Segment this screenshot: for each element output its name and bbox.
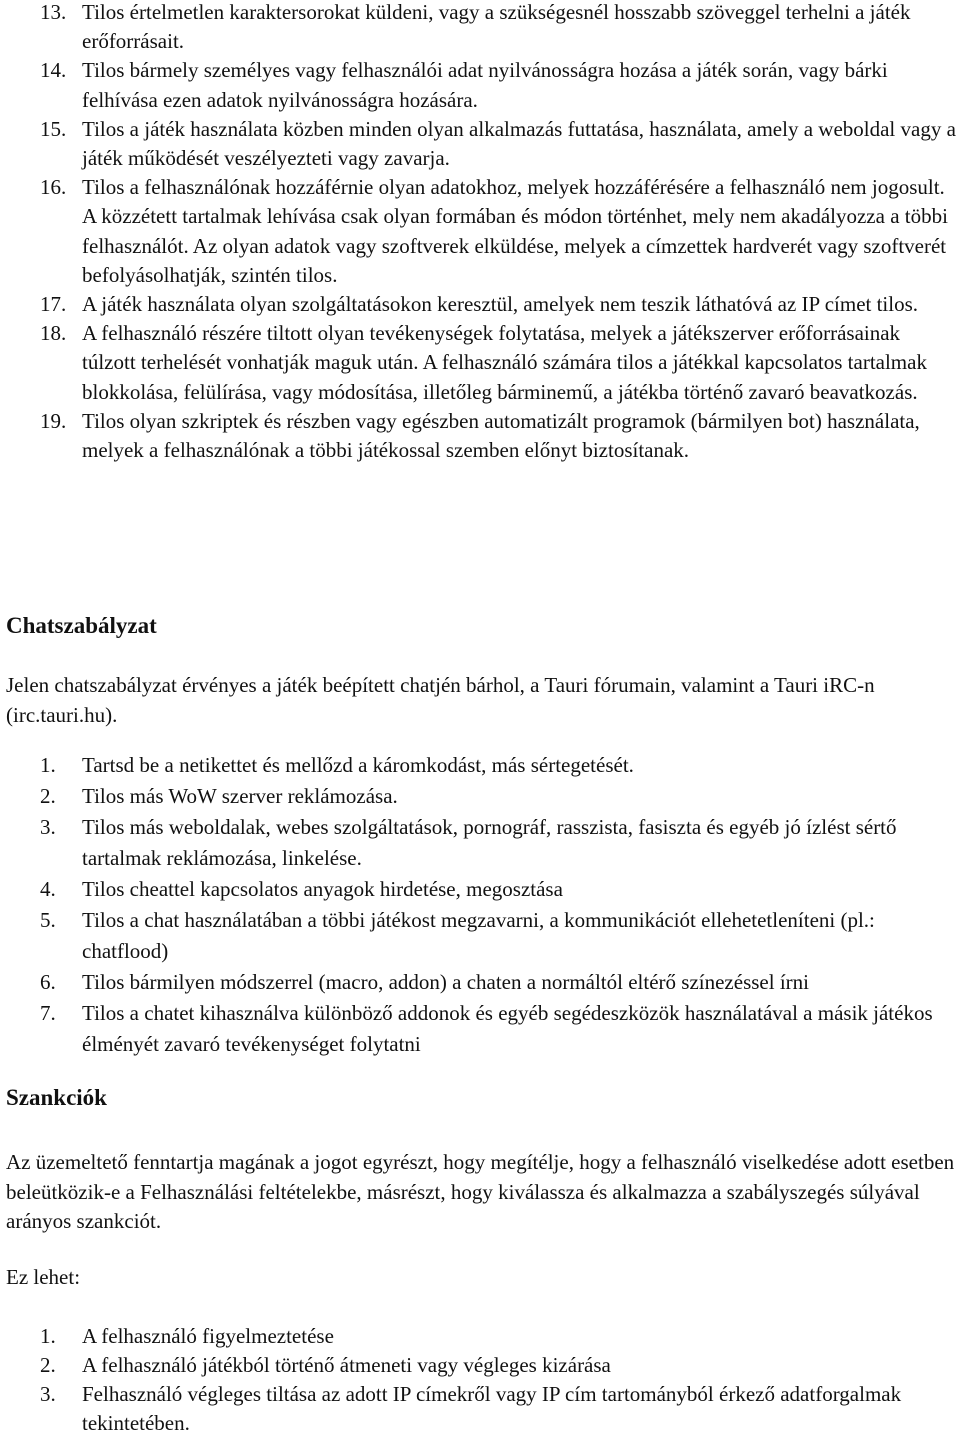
list-number: 1. bbox=[40, 1324, 56, 1348]
list-item bbox=[0, 1351, 960, 1380]
list-number: 19. bbox=[40, 408, 67, 433]
list-item bbox=[0, 0, 960, 56]
list-number: 18. bbox=[40, 321, 67, 346]
list-number: 2. bbox=[40, 784, 56, 808]
chat-rules-list bbox=[0, 750, 960, 1060]
list-number: 2. bbox=[40, 1353, 56, 1377]
sanctions-can-be-label: Ez lehet: bbox=[6, 1265, 81, 1289]
list-number: 3. bbox=[40, 1382, 56, 1406]
list-text: Tilos cheattel kapcsolatos anyagok hirdetése, megosztása bbox=[82, 877, 563, 901]
list-number: 15. bbox=[40, 116, 67, 141]
list-number: 4. bbox=[40, 877, 56, 901]
list-number: 6. bbox=[40, 970, 56, 994]
rules-list-continued bbox=[0, 0, 960, 465]
list-item bbox=[0, 290, 960, 319]
list-text: Tilos olyan szkriptek és részben vagy egészben automatizált programok (bármilyen bot) használata, melyek a felhasználónak a többi játékossal szemben előnyt biztosítanak. bbox=[82, 408, 920, 463]
list-item bbox=[0, 998, 960, 1060]
list-text: Tilos értelmetlen karaktersorokat küldeni, vagy a szükségesnél hosszabb szöveggel terhelni a játék erőforrásait. bbox=[82, 0, 911, 54]
list-item bbox=[0, 173, 960, 290]
list-item bbox=[0, 407, 960, 465]
list-text: Tilos bármilyen módszerrel (macro, addon) a chaten a normáltól eltérő színezéssel írni bbox=[82, 970, 809, 994]
list-text: Tilos a chat használatában a többi játékost megzavarni, a kommunikációt ellehetetleníteni (pl.: chatflood) bbox=[82, 908, 875, 963]
list-number: 16. bbox=[40, 175, 67, 200]
list-number: 1. bbox=[40, 753, 56, 777]
list-item bbox=[0, 905, 960, 967]
list-number: 7. bbox=[40, 1001, 56, 1025]
list-item bbox=[0, 56, 960, 114]
list-number: 14. bbox=[40, 58, 67, 83]
list-item bbox=[0, 967, 960, 998]
list-text: A felhasználó figyelmeztetése bbox=[82, 1324, 334, 1348]
list-text: Tilos bármely személyes vagy felhasználói adat nyilvánosságra hozása a játék során, vagy bárki felhívása ezen adatok nyilvánosságra hozására. bbox=[82, 58, 888, 112]
list-text: Tilos a felhasználónak hozzáférnie olyan adatokhoz, melyek hozzáférésére a felhasználó nem jogosult. A közzétett tartalmak lehívása csak olyan formában és módon történhet, mely nem akadályozza a többi felhasználót. Az olyan adatok vagy szoftverek elküldése, melyek a címzettek hardverét vagy szoftverét befolyásolhatják, szintén tilos. bbox=[82, 175, 948, 287]
list-number: 13. bbox=[40, 0, 67, 24]
list-number: 5. bbox=[40, 908, 56, 932]
list-number: 17. bbox=[40, 292, 67, 317]
sanctions-heading: Szankciók bbox=[6, 1085, 107, 1110]
sanctions-list bbox=[0, 1322, 960, 1438]
chat-rules-intro: Jelen chatszabályzat érvényes a játék beépített chatjén bárhol, a Tauri fórumain, valamint a Tauri iRC-n (irc.tauri.hu). bbox=[6, 673, 875, 727]
list-item bbox=[0, 781, 960, 812]
chat-rules-heading: Chatszabályzat bbox=[6, 613, 157, 638]
list-number: 3. bbox=[40, 815, 56, 839]
list-item bbox=[0, 1322, 960, 1351]
list-text: Tilos a játék használata közben minden olyan alkalmazás futtatása, használata, amely a weboldal vagy a játék működését veszélyezteti vagy zavarja. bbox=[82, 116, 956, 171]
list-item bbox=[0, 874, 960, 905]
list-text: A felhasználó részére tiltott olyan tevékenységek folytatása, melyek a játékszerver erőforrásainak túlzott terhelését vonhatják maguk után. A felhasználó számára tilos a játékkal kapcsolatos tartalmak blokkolása, felülírása, vagy módosítása, illetőleg bárminemű, a játékba történő zavaró beavatkozás. bbox=[82, 321, 927, 404]
list-item bbox=[0, 115, 960, 173]
list-text: A felhasználó játékból történő átmeneti vagy végleges kizárása bbox=[82, 1353, 611, 1377]
list-text: Tilos más WoW szerver reklámozása. bbox=[82, 784, 398, 808]
list-item bbox=[0, 319, 960, 407]
list-text: Tartsd be a netikettet és mellőzd a káromkodást, más sértegetését. bbox=[82, 753, 634, 777]
list-text: Tilos más weboldalak, webes szolgáltatások, pornográf, rasszista, fasiszta és egyéb jó ízlést sértő tartalmak reklámozása, linkelése. bbox=[82, 815, 897, 870]
list-text: A játék használata olyan szolgáltatásokon keresztül, amelyek nem teszik láthatóvá az IP címet tilos. bbox=[82, 292, 919, 317]
list-text: Felhasználó végleges tiltása az adott IP címekről vagy IP cím tartományból érkező adatforgalmak tekintetében. bbox=[82, 1382, 902, 1435]
list-item bbox=[0, 750, 960, 781]
list-item bbox=[0, 1380, 960, 1438]
list-item bbox=[0, 812, 960, 874]
sanctions-intro: Az üzemeltető fenntartja magának a jogot egyrészt, hogy megítélje, hogy a felhasználó viselkedése adott esetben beleütközik-e a Felhasználási feltételekbe, másrészt, hogy kiválassza és alkalmazza a szabályszegés súlyával arányos szankciót. bbox=[6, 1150, 955, 1233]
list-text: Tilos a chatet kihasználva különböző addonok és egyéb segédeszközök használatával a másik játékos élményét zavaró tevékenységet folytatni bbox=[82, 1001, 933, 1056]
